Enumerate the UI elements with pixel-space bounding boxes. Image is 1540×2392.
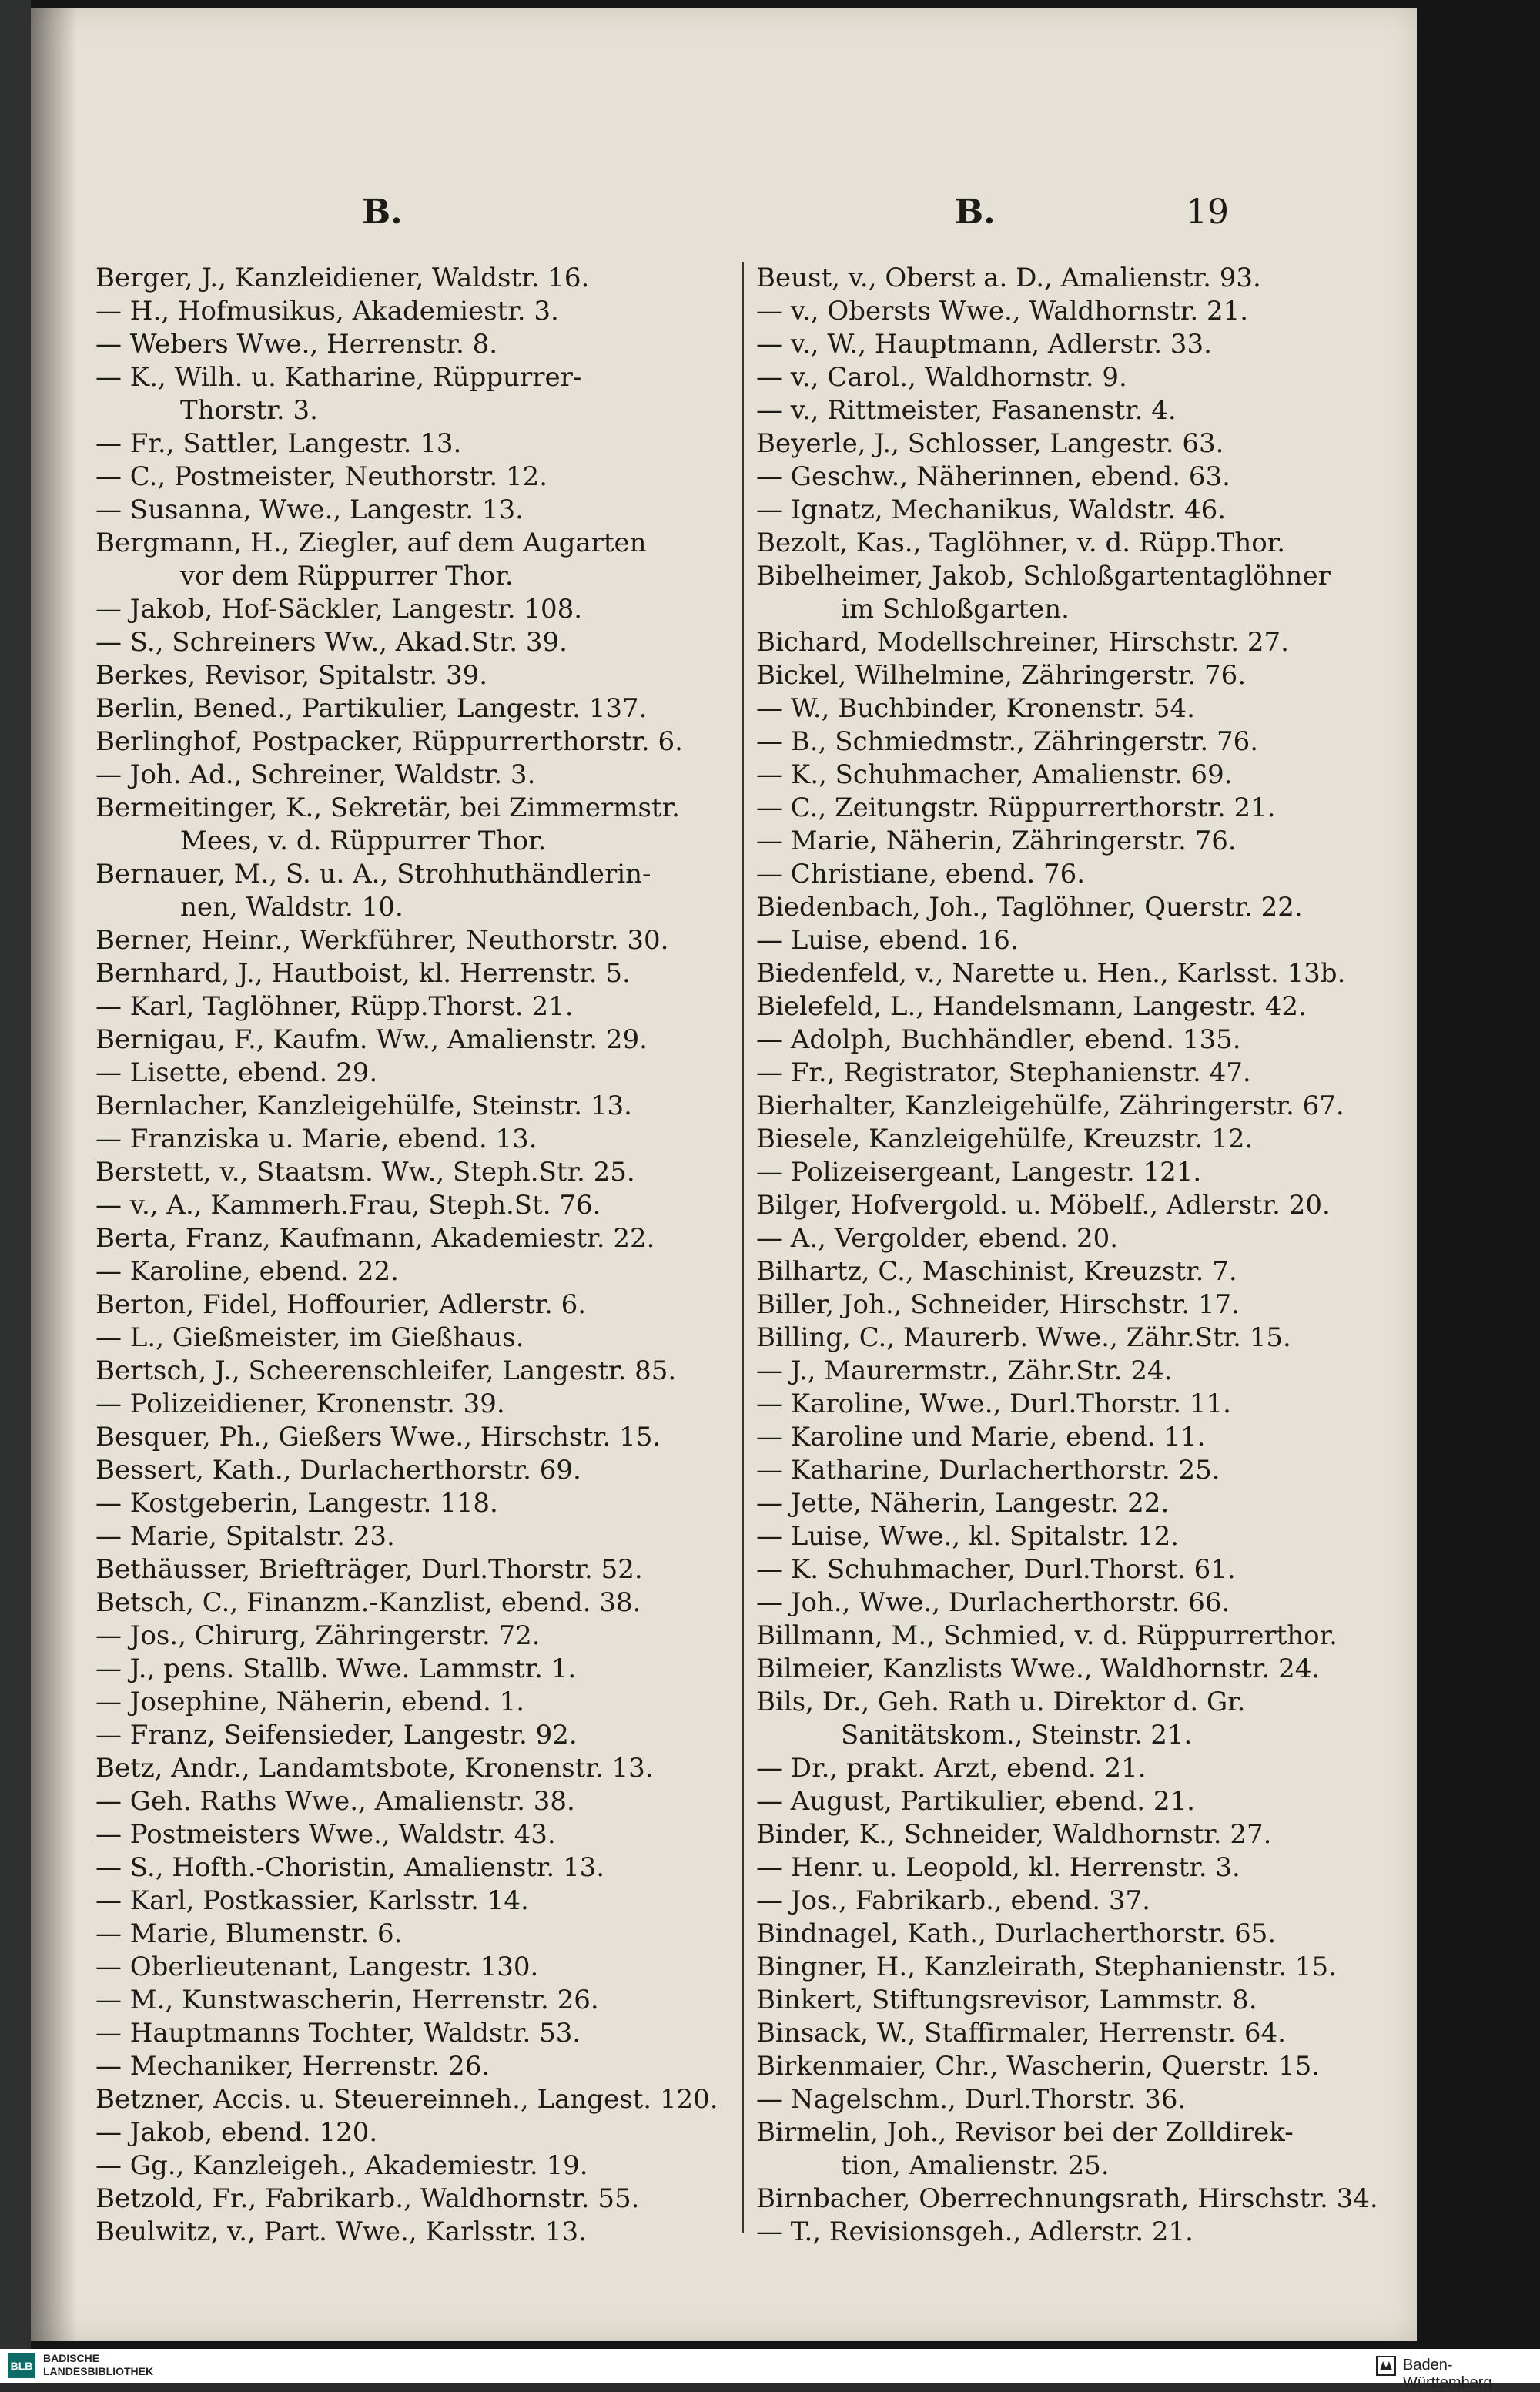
directory-entry: Bermeitinger, K., Sekretär, bei Zimmermstr. xyxy=(95,792,680,823)
bw-label: Baden-Württemberg xyxy=(1403,2357,1492,2391)
footer-bar xyxy=(0,2349,1540,2391)
directory-entry: — August, Partikulier, ebend. 21. xyxy=(756,1786,1195,1817)
directory-entry: — S., Schreiners Ww., Akad.Str. 39. xyxy=(95,627,567,658)
directory-entry: — Karoline, Wwe., Durl.Thorstr. 11. xyxy=(756,1389,1231,1419)
directory-entry: Bernauer, M., S. u. A., Strohhuthändlerin- xyxy=(95,859,651,889)
directory-entry: — v., Carol., Waldhornstr. 9. xyxy=(756,362,1127,393)
directory-entry: Binsack, W., Staffirmaler, Herrenstr. 64. xyxy=(756,2018,1286,2049)
binding-shadow xyxy=(31,8,77,2341)
directory-entry: Bilger, Hofvergold. u. Möbelf., Adlerstr. 20. xyxy=(756,1190,1331,1221)
directory-entry: — v., A., Kammerh.Frau, Steph.St. 76. xyxy=(95,1190,601,1221)
page-number: 19 xyxy=(1186,193,1229,232)
directory-entry: Bergmann, H., Ziegler, auf dem Augarten xyxy=(95,528,647,558)
directory-entry: Berner, Heinr., Werkführer, Neuthorstr. 30. xyxy=(95,925,669,956)
directory-entry: Bielefeld, L., Handelsmann, Langestr. 42. xyxy=(756,991,1307,1022)
directory-entry: Beulwitz, v., Part. Wwe., Karlsstr. 13. xyxy=(95,2216,587,2247)
bw-lion-icon xyxy=(1375,2355,1397,2377)
directory-entry: — Franziska u. Marie, ebend. 13. xyxy=(95,1124,537,1154)
directory-entry: — Karoline, ebend. 22. xyxy=(95,1256,399,1287)
directory-entry: — Adolph, Buchhändler, ebend. 135. xyxy=(756,1024,1241,1055)
directory-entry: — Henr. u. Leopold, kl. Herrenstr. 3. xyxy=(756,1852,1240,1883)
directory-entry: — v., Rittmeister, Fasanenstr. 4. xyxy=(756,395,1177,426)
directory-entry: — Oberlieutenant, Langestr. 130. xyxy=(95,1951,539,1982)
directory-entry: Bertsch, J., Scheerenschleifer, Langestr. 85. xyxy=(95,1355,677,1386)
directory-entry: — Christiane, ebend. 76. xyxy=(756,859,1086,889)
directory-entry: Sanitätskom., Steinstr. 21. xyxy=(841,1720,1193,1750)
directory-entry: — J., pens. Stallb. Wwe. Lammstr. 1. xyxy=(95,1653,577,1684)
directory-entry: — Marie, Blumenstr. 6. xyxy=(95,1918,403,1949)
directory-entry: — Karl, Taglöhner, Rüpp.Thorst. 21. xyxy=(95,991,574,1022)
directory-page xyxy=(85,193,1378,2247)
directory-entry: — Dr., prakt. Arzt, ebend. 21. xyxy=(756,1753,1147,1784)
directory-entry: Biedenbach, Joh., Taglöhner, Querstr. 22. xyxy=(756,892,1303,923)
directory-entry: — Geh. Raths Wwe., Amalienstr. 38. xyxy=(95,1786,575,1817)
directory-entry: — Karl, Postkassier, Karlsstr. 14. xyxy=(95,1885,529,1916)
blb-label xyxy=(43,2352,153,2378)
directory-entry: — K., Schuhmacher, Amalienstr. 69. xyxy=(756,759,1233,790)
column-divider xyxy=(742,262,744,2233)
directory-entry: Berger, J., Kanzleidiener, Waldstr. 16. xyxy=(95,263,590,293)
directory-entry: — v., W., Hauptmann, Adlerstr. 33. xyxy=(756,329,1212,360)
left-column xyxy=(95,262,741,2249)
directory-entry: Berstett, v., Staatsm. Ww., Steph.Str. 25. xyxy=(95,1157,635,1188)
directory-entry: — Mechaniker, Herrenstr. 26. xyxy=(95,2051,490,2082)
directory-entry: — Katharine, Durlacherthorstr. 25. xyxy=(756,1455,1220,1486)
directory-entry: — Marie, Spitalstr. 23. xyxy=(95,1521,395,1552)
directory-entry: — Polizeidiener, Kronenstr. 39. xyxy=(95,1389,505,1419)
blb-label-line2: LANDESBIBLIOTHEK xyxy=(43,2365,154,2377)
directory-entry: Bingner, H., Kanzleirath, Stephanienstr. 15. xyxy=(756,1951,1337,1982)
directory-entry: Bernhard, J., Hautboist, kl. Herrenstr. 5. xyxy=(95,958,631,989)
directory-entry: Bilmeier, Kanzlists Wwe., Waldhornstr. 24. xyxy=(756,1653,1321,1684)
directory-entry: nen, Waldstr. 10. xyxy=(180,892,403,923)
directory-entry: Biller, Joh., Schneider, Hirschstr. 17. xyxy=(756,1289,1240,1320)
directory-entry: — S., Hofth.-Choristin, Amalienstr. 13. xyxy=(95,1852,605,1883)
directory-entry: Berton, Fidel, Hoffourier, Adlerstr. 6. xyxy=(95,1289,587,1320)
book-spine xyxy=(0,0,31,2349)
directory-entry: — K. Schuhmacher, Durl.Thorst. 61. xyxy=(756,1554,1236,1585)
directory-entry: — Postmeisters Wwe., Waldstr. 43. xyxy=(95,1819,556,1850)
directory-entry: Betz, Andr., Landamtsbote, Kronenstr. 13. xyxy=(95,1753,654,1784)
directory-entry: Bichard, Modellschreiner, Hirschstr. 27. xyxy=(756,627,1289,658)
directory-entry: — Marie, Näherin, Zähringerstr. 76. xyxy=(756,826,1237,856)
directory-entry: Thorstr. 3. xyxy=(180,395,318,426)
directory-entry: — Polizeisergeant, Langestr. 121. xyxy=(756,1157,1202,1188)
header-letter-left: B. xyxy=(362,193,403,232)
directory-entry: — Joh. Ad., Schreiner, Waldstr. 3. xyxy=(95,759,536,790)
directory-entry: Birkenmaier, Chr., Wascherin, Querstr. 15. xyxy=(756,2051,1321,2082)
directory-entry: Bierhalter, Kanzleigehülfe, Zähringerstr. 67. xyxy=(756,1090,1344,1121)
directory-entry: — H., Hofmusikus, Akademiestr. 3. xyxy=(95,296,559,327)
directory-entry: Bernigau, F., Kaufm. Ww., Amalienstr. 29. xyxy=(95,1024,648,1055)
directory-entry: — Joh., Wwe., Durlacherthorstr. 66. xyxy=(756,1587,1230,1618)
directory-entry: Birnbacher, Oberrechnungsrath, Hirschstr. 34. xyxy=(756,2183,1378,2214)
directory-entry: Billmann, M., Schmied, v. d. Rüppurrerthor. xyxy=(756,1620,1337,1651)
directory-entry: — A., Vergolder, ebend. 20. xyxy=(756,1223,1119,1254)
directory-entry: — Nagelschm., Durl.Thorstr. 36. xyxy=(756,2084,1187,2115)
directory-entry: Bezolt, Kas., Taglöhner, v. d. Rüpp.Thor. xyxy=(756,528,1286,558)
directory-entry: — K., Wilh. u. Katharine, Rüppurrer- xyxy=(95,362,582,393)
directory-entry: Berlin, Bened., Partikulier, Langestr. 137. xyxy=(95,693,648,724)
directory-entry: Bibelheimer, Jakob, Schloßgartentaglöhner xyxy=(756,561,1331,591)
header-letter-right: B. xyxy=(955,193,996,232)
directory-entry: — Jos., Chirurg, Zähringerstr. 72. xyxy=(95,1620,541,1651)
directory-entry: Besquer, Ph., Gießers Wwe., Hirschstr. 15. xyxy=(95,1422,661,1452)
directory-entry: Biesele, Kanzleigehülfe, Kreuzstr. 12. xyxy=(756,1124,1254,1154)
right-column xyxy=(756,262,1401,2249)
directory-entry: Berta, Franz, Kaufmann, Akademiestr. 22. xyxy=(95,1223,655,1254)
directory-entry: — B., Schmiedmstr., Zähringerstr. 76. xyxy=(756,726,1259,757)
directory-entry: Bickel, Wilhelmine, Zähringerstr. 76. xyxy=(756,660,1247,691)
directory-entry: Billing, C., Maurerb. Wwe., Zähr.Str. 15. xyxy=(756,1322,1291,1353)
directory-entry: — Jakob, ebend. 120. xyxy=(95,2117,378,2148)
directory-entry: — C., Zeitungstr. Rüppurrerthorstr. 21. xyxy=(756,792,1276,823)
directory-entry: — Ignatz, Mechanikus, Waldstr. 46. xyxy=(756,494,1227,525)
directory-entry: Bernlacher, Kanzleigehülfe, Steinstr. 13. xyxy=(95,1090,632,1121)
directory-entry: Beust, v., Oberst a. D., Amalienstr. 93. xyxy=(756,263,1261,293)
directory-entry: — M., Kunstwascherin, Herrenstr. 26. xyxy=(95,1985,599,2015)
directory-entry: — Fr., Registrator, Stephanienstr. 47. xyxy=(756,1057,1251,1088)
directory-entry: — C., Postmeister, Neuthorstr. 12. xyxy=(95,461,548,492)
directory-entry: Berlinghof, Postpacker, Rüppurrerthorstr. 6. xyxy=(95,726,683,757)
directory-entry: — Luise, ebend. 16. xyxy=(756,925,1019,956)
directory-entry: Betzner, Accis. u. Steuereinneh., Langest. 120. xyxy=(95,2084,718,2115)
directory-entry: — Jos., Fabrikarb., ebend. 37. xyxy=(756,1885,1150,1916)
directory-entry: — Fr., Sattler, Langestr. 13. xyxy=(95,428,462,459)
directory-entry: — v., Obersts Wwe., Waldhornstr. 21. xyxy=(756,296,1249,327)
blb-logo: BLB xyxy=(8,2353,35,2378)
directory-entry: vor dem Rüppurrer Thor. xyxy=(180,561,514,591)
directory-entry: Bethäusser, Briefträger, Durl.Thorstr. 52. xyxy=(95,1554,643,1585)
directory-entry: Betsch, C., Finanzm.-Kanzlist, ebend. 38. xyxy=(95,1587,641,1618)
directory-entry: — Geschw., Näherinnen, ebend. 63. xyxy=(756,461,1230,492)
directory-entry: — Franz, Seifensieder, Langestr. 92. xyxy=(95,1720,578,1750)
directory-entry: Bindnagel, Kath., Durlacherthorstr. 65. xyxy=(756,1918,1277,1949)
directory-entry: tion, Amalienstr. 25. xyxy=(841,2150,1110,2181)
directory-entry: — Karoline und Marie, ebend. 11. xyxy=(756,1422,1206,1452)
directory-entry: Bils, Dr., Geh. Rath u. Direktor d. Gr. xyxy=(756,1687,1246,1717)
directory-entry: — Josephine, Näherin, ebend. 1. xyxy=(95,1687,525,1717)
directory-entry: — Gg., Kanzleigeh., Akademiestr. 19. xyxy=(95,2150,588,2181)
directory-entry: Binder, K., Schneider, Waldhornstr. 27. xyxy=(756,1819,1272,1850)
directory-entry: — Luise, Wwe., kl. Spitalstr. 12. xyxy=(756,1521,1180,1552)
directory-entry: Binkert, Stiftungsrevisor, Lammstr. 8. xyxy=(756,1985,1257,2015)
directory-entry: — Jette, Näherin, Langestr. 22. xyxy=(756,1488,1170,1519)
directory-entry: — Susanna, Wwe., Langestr. 13. xyxy=(95,494,524,525)
directory-entry: Bessert, Kath., Durlacherthorstr. 69. xyxy=(95,1455,581,1486)
directory-entry: — Webers Wwe., Herrenstr. 8. xyxy=(95,329,498,360)
directory-entry: — Hauptmanns Tochter, Waldstr. 53. xyxy=(95,2018,581,2049)
blb-label-line1: BADISCHE xyxy=(43,2352,100,2364)
directory-entry: Mees, v. d. Rüppurrer Thor. xyxy=(180,826,547,856)
directory-entry: Birmelin, Joh., Revisor bei der Zolldirek- xyxy=(756,2117,1294,2148)
directory-entry: — L., Gießmeister, im Gießhaus. xyxy=(95,1322,524,1353)
directory-entry: — T., Revisionsgeh., Adlerstr. 21. xyxy=(756,2216,1194,2247)
directory-entry: Betzold, Fr., Fabrikarb., Waldhornstr. 55. xyxy=(95,2183,640,2214)
directory-entry: — Lisette, ebend. 29. xyxy=(95,1057,378,1088)
directory-entry: Berkes, Revisor, Spitalstr. 39. xyxy=(95,660,488,691)
directory-entry: — Kostgeberin, Langestr. 118. xyxy=(95,1488,498,1519)
directory-entry: Bilhartz, C., Maschinist, Kreuzstr. 7. xyxy=(756,1256,1237,1287)
directory-entry: Biedenfeld, v., Narette u. Hen., Karlsst. 13b. xyxy=(756,958,1346,989)
directory-entry: — W., Buchbinder, Kronenstr. 54. xyxy=(756,693,1195,724)
directory-entry: — J., Maurermstr., Zähr.Str. 24. xyxy=(756,1355,1173,1386)
directory-entry: Beyerle, J., Schlosser, Langestr. 63. xyxy=(756,428,1224,459)
directory-entry: im Schloßgarten. xyxy=(841,594,1070,625)
directory-entry: — Jakob, Hof-Säckler, Langestr. 108. xyxy=(95,594,583,625)
